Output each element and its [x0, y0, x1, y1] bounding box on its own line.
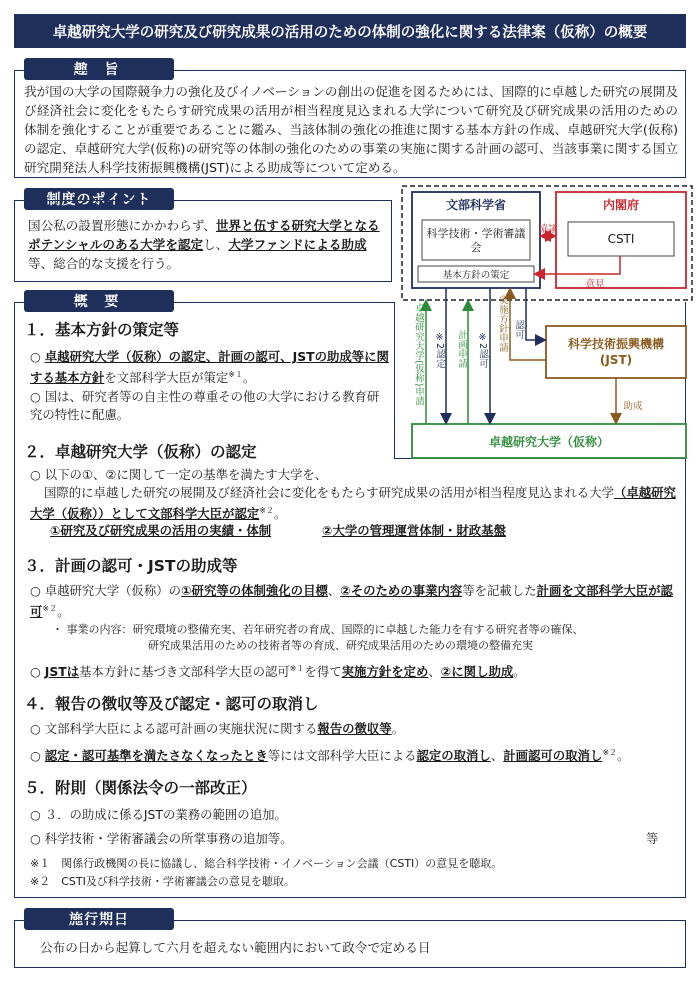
v-plan-apply-label: 計画申請 [456, 330, 467, 368]
s1-item1-a: ○ [30, 349, 45, 364]
s4-item2-note: ※２ [602, 748, 618, 757]
iken-label: 意見 [585, 279, 605, 290]
s4-item2 [30, 744, 690, 765]
s2-item1-a: ○ 以下の①、②に関して一定の基準を満たす大学を、 [30, 467, 328, 482]
s5-item2: ○ 科学技術・学術審議会の所掌事務の追加等。 [30, 831, 293, 846]
s4-item2-h: 。 [617, 748, 630, 764]
v-ninka-label: ※2認可 [477, 332, 488, 369]
kyogi-label: 協議 [538, 224, 558, 235]
v-jisshi-label: 実施方針申請 [497, 295, 508, 352]
shushi-label: 趣 旨 [24, 58, 174, 80]
s3-item2-f: 実施方針を定め [341, 664, 429, 680]
point-text-3: し、 [203, 237, 229, 252]
s1-title: １．基本方針の策定等 [24, 321, 180, 339]
s4-item1 [30, 720, 682, 738]
s3-item2-g: 、 [428, 664, 441, 680]
s4-item1-b: 報告の徴収等 [317, 721, 392, 736]
s5-title: ５．附則（関係法令の一部改正） [24, 779, 257, 797]
s1-item1-e: 。 [242, 370, 256, 386]
s3-item1-b: ①研究等の体制強化の目標 [181, 583, 328, 598]
s4-item2-a: ○ [30, 748, 45, 764]
page-title: 卓越研究大学の研究及び研究成果の活用のための体制の強化に関する法律案（仮称）の概要 [14, 14, 686, 48]
s3-item1-note: ※２ [42, 604, 58, 613]
note-2: ※２ CSTI及び科学技術・学術審議会の意見を聴取。 [30, 875, 295, 888]
univ-label: 卓越研究大学（仮称） [488, 434, 609, 449]
gaiyo-label: 概 要 [24, 290, 174, 312]
s5-etc: 等 [646, 831, 659, 846]
v-nintei-label: ※2認定 [434, 332, 445, 369]
gaiyo-top-line [14, 302, 394, 303]
s3-item1-f: 計画を文部科学大臣が認可 [30, 583, 673, 620]
s5-item1: ○ ３．の助成に係るJSTの業務の範囲の追加。 [30, 807, 287, 822]
s3-item1-e: 等を記載した [462, 583, 537, 598]
s3-item2-e: を得て [304, 664, 342, 680]
s2-item1-e: 。 [273, 506, 287, 522]
point-text-1: 国公私の設置形態にかかわらず、 [28, 218, 216, 233]
s4-item2-b: 認定・認可基準を満たさなくなったとき [44, 748, 268, 764]
s4-item2-f: 計画認可の取消し [503, 748, 603, 764]
s4-title: ４．報告の徴収等及び認定・認可の取消し [24, 695, 319, 713]
s1-item1 [30, 348, 390, 387]
basic-policy-label: 基本方針の策定 [442, 270, 510, 281]
shushi-body: 我が国の大学の国際競争力の強化及びイノベーションの創出の促進を図るためには、国際的に卓越した研究の展開及び経済社会に変化をもたらす研究成果の活用が相当程度見込まれる大学について研究及び研究成果の活用のための体制を強化することが重要であることに鑑み、当該体制の強化の推進に関する基本方針の作成、卓越研究大学(仮称)の認定、卓越研究大学(仮称)の研究等の体制の強化のための事業の実施に関する計画の認可、当該事業に関する国立研究開発法人科学技術振興機構(JST)による助成等について定める。 [24, 84, 678, 175]
s1-item1-c: を文部科学大臣が策定 [104, 370, 229, 386]
s3-item1 [30, 582, 682, 621]
s3-item2-b: JSTは [44, 664, 80, 680]
s4-item2-d: 認定の取消し [416, 748, 491, 764]
s3-sub1: ・ 事業の内容：研究環境の整備充実、若年研究者の育成、国際的に卓越した能力を有する研究者等の確保、 [52, 623, 584, 636]
v-apply-label: 卓越研究大学(仮称)申請 [413, 303, 424, 406]
point-text-2: 世界と伍する研究大学となるポテンシャルのある大学を認定 [28, 218, 380, 252]
s2-criteria-1: ①研究及び研究成果の活用の実績・体制 [50, 523, 272, 538]
s3-item1-c: 、 [327, 583, 341, 598]
point-text-4: 大学ファンドによる助成 [228, 237, 367, 252]
s3-item2-c: 基本方針に基づき文部科学大臣の認可 [79, 664, 290, 680]
s3-item2-note: ※１ [289, 664, 305, 673]
s1-item1-b: 卓越研究大学（仮称）の認定、計画の認可、JSTの助成等に関する基本方針 [30, 349, 389, 386]
s3-sub2: 研究成果活用のための技術者等の育成、研究成果活用のための環境の整備充実 [148, 639, 533, 652]
josei-label: 助成 [623, 401, 643, 412]
s2-title: ２．卓越研究大学（仮称）の認定 [24, 443, 257, 461]
s2-item1-note: ※２ [259, 506, 274, 515]
s3-item2-h: ②に関し助成 [440, 664, 514, 680]
s3-item2 [30, 660, 682, 681]
jst-label: 科学技術振興機構(JST) [567, 337, 664, 367]
shiko-label: 施行期日 [24, 908, 174, 930]
point-label: 制度のポイント [24, 188, 174, 210]
s1-item2: ○ 国は、研究者等の自主性の尊重その他の大学における教育研究の特性に配慮。 [30, 389, 380, 422]
s3-item1-h: 。 [57, 604, 70, 620]
s3-item1-a: ○ 卓越研究大学（仮称）の [30, 583, 182, 598]
s3-item2-a: ○ [30, 664, 45, 680]
cabinet-label: 内閣府 [602, 197, 639, 212]
s4-item2-e: 、 [490, 748, 504, 764]
note-1: ※１ 関係行政機関の長に協議し、総合科学技術・イノベーション会議（CSTI）の意見を聴取。 [30, 857, 503, 870]
s2-criteria-2: ②大学の管理運営体制・財政基盤 [322, 523, 506, 538]
shiko-body: 公布の日から起算して六月を超えない範囲内において政令で定める日 [40, 940, 431, 955]
s2-item1-c: （卓越研究大学（仮称））として文部科学大臣が認定 [30, 485, 676, 522]
point-text-5: 等、総合的な支援を行う。 [28, 256, 180, 271]
s4-item1-c: 。 [391, 721, 405, 736]
council-label: 科学技術・学術審議会 [426, 227, 526, 254]
s3-item1-d: ②そのための事業内容 [340, 583, 463, 598]
mext-label: 文部科学省 [445, 197, 506, 212]
csti-label: CSTI [607, 232, 635, 246]
s1-item1-note: ※１ [228, 370, 243, 379]
point-body [28, 216, 382, 273]
v-ninka2-label: 認可 [513, 320, 524, 339]
s4-item1-a: ○ 文部科学大臣による認可計画の実施状況に関する [30, 721, 318, 736]
s2-item1 [30, 466, 682, 523]
s3-title: ３．計画の認可・JSTの助成等 [24, 557, 238, 575]
s4-item2-c: 等には文部科学大臣による [267, 748, 417, 764]
s3-item2-i: 。 [513, 664, 526, 680]
s2-item1-b: 国際的に卓越した研究の展開及び経済社会に変化をもたらす研究成果の活用が相当程度見込まれる大学 [44, 485, 614, 500]
